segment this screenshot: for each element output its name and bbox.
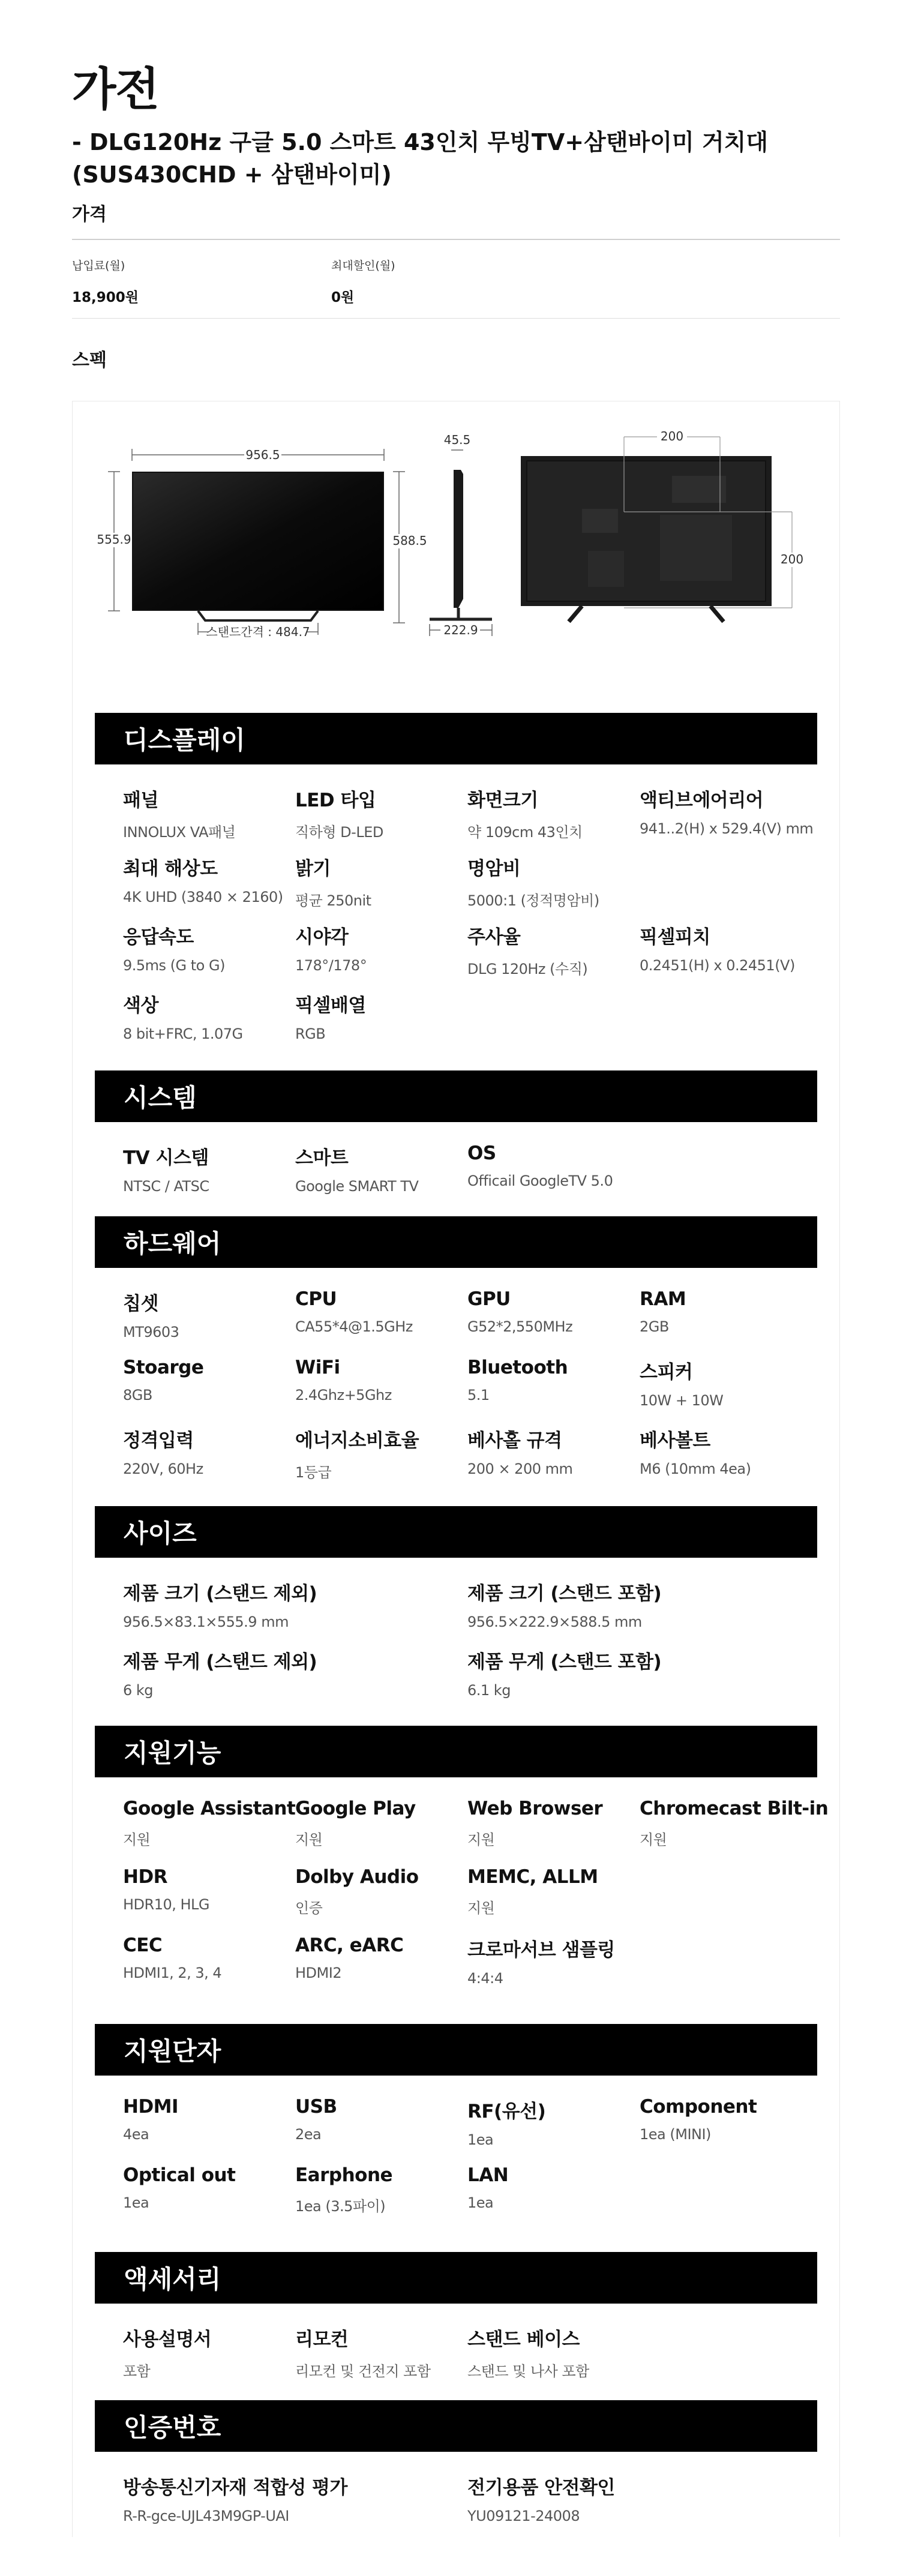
spec-value: 지원 (467, 1900, 495, 1917)
spec-item (295, 1425, 467, 1494)
spec-section (95, 713, 817, 1058)
spec-item (295, 990, 467, 1058)
spec-value: 스탠드 및 나사 포함 (467, 2363, 589, 2380)
spec-item (467, 1425, 640, 1494)
spec-item (467, 1357, 640, 1425)
spec-value: YU09121-24008 (467, 2508, 580, 2524)
spec-item (640, 1798, 829, 1866)
spec-value: 4K UHD (3840 × 2160) (123, 889, 283, 905)
spec-value: 8 bit+FRC, 1.07G (123, 1025, 243, 1042)
spec-key: 화면크기 (467, 790, 538, 811)
spec-key: 최대 해상도 (123, 858, 218, 880)
spec-key: 제품 크기 (스탠드 제외) (123, 1583, 317, 1605)
spec-value: 2GB (640, 1318, 669, 1335)
spec-item (467, 1935, 640, 2003)
spec-key: OS (467, 1142, 496, 1164)
spec-item (123, 2096, 295, 2164)
vesa-width-label: 200 (660, 429, 684, 443)
spec-item (467, 2164, 640, 2233)
spec-key: 크로마서브 샘플링 (467, 1939, 615, 1961)
section-header: 디스플레이 (95, 713, 817, 764)
front-height-label: 555.9 (97, 532, 131, 547)
spec-key: Dolby Audio (295, 1866, 419, 1888)
spec-value: DLG 120Hz (수직) (467, 961, 588, 977)
vesa-height-label: 200 (780, 552, 804, 566)
spec-key: CPU (295, 1288, 337, 1310)
spec-value: 직하형 D-LED (295, 824, 383, 841)
spec-key: TV 시스템 (123, 1147, 209, 1169)
spec-key: 제품 크기 (스탠드 포함) (467, 1583, 662, 1605)
spec-grid (95, 785, 817, 1058)
discount-value: 0원 (331, 290, 355, 305)
spec-value: 2.4Ghz+5Ghz (295, 1387, 392, 1404)
spec-key: Optical out (123, 2164, 236, 2186)
spec-value: 5000:1 (정적명암비) (467, 892, 599, 909)
section-header: 액세서리 (95, 2252, 817, 2304)
spec-key: MEMC, ALLM (467, 1866, 598, 1888)
spec-item (295, 2164, 467, 2233)
spec-item (467, 2472, 812, 2541)
spec-heading: 스펙 (72, 350, 107, 371)
spec-item (295, 1142, 467, 1211)
spec-value: MT9603 (123, 1324, 179, 1341)
spec-key: 사용설명서 (123, 2329, 212, 2350)
spec-item (467, 1866, 640, 1935)
spec-value: 평균 250nit (295, 892, 371, 909)
spec-value: 1ea (467, 2194, 494, 2211)
spec-item (467, 853, 640, 922)
spec-grid (95, 1578, 817, 1715)
spec-value: 200 × 200 mm (467, 1461, 573, 1477)
spec-value: 10W + 10W (640, 1392, 724, 1409)
spec-key: 색상 (123, 995, 158, 1016)
spec-item (467, 922, 640, 990)
spec-item (123, 2472, 467, 2541)
spec-key: Web Browser (467, 1798, 603, 1819)
spec-value: 956.5×222.9×588.5 mm (467, 1614, 642, 1630)
spec-key: 베사홀 규격 (467, 1430, 562, 1452)
spec-key: 전기용품 안전확인 (467, 2477, 615, 2499)
spec-key: 제품 무게 (스탠드 제외) (123, 1651, 317, 1673)
spec-item (295, 2096, 467, 2164)
spec-item (295, 1357, 467, 1425)
spec-item (295, 1288, 467, 1357)
spec-item (123, 990, 295, 1058)
spec-value: HDR10, HLG (123, 1896, 210, 1913)
spec-item (123, 1866, 295, 1935)
spec-value: 1ea (3.5파이) (295, 2198, 386, 2215)
spec-value: 포함 (123, 2363, 151, 2380)
spec-key: 액티브에어리어 (640, 790, 764, 811)
side-depth-top-label: 45.5 (443, 433, 471, 447)
spec-key: USB (295, 2096, 337, 2118)
spec-value: 6.1 kg (467, 1682, 511, 1699)
spec-section (95, 1070, 817, 1211)
spec-key: 밝기 (295, 858, 331, 880)
spec-item (640, 1288, 812, 1357)
spec-item (123, 1357, 295, 1425)
spec-section (95, 2024, 817, 2233)
spec-item (123, 1798, 295, 1866)
section-header: 지원단자 (95, 2024, 817, 2076)
spec-item (295, 853, 467, 922)
spec-value: 178°/178° (295, 957, 367, 974)
spec-item (640, 1357, 812, 1425)
spec-value: 0.2451(H) x 0.2451(V) (640, 957, 795, 974)
spec-value: 9.5ms (G to G) (123, 957, 225, 974)
spec-item (123, 2164, 295, 2233)
section-header: 시스템 (95, 1070, 817, 1122)
category-title: 가전 (72, 62, 159, 116)
spec-item (295, 1798, 467, 1866)
spec-key: 에너지소비효율 (295, 1430, 419, 1452)
spec-value: 리모컨 및 건전지 포함 (295, 2363, 431, 2380)
spec-key: Google Play (295, 1798, 416, 1819)
spec-key: RAM (640, 1288, 686, 1310)
spec-value: G52*2,550MHz (467, 1318, 573, 1335)
spec-value: Google SMART TV (295, 1178, 419, 1195)
spec-value: 지원 (295, 1831, 323, 1848)
spec-value: R-R-gce-UJL43M9GP-UAI (123, 2508, 289, 2524)
divider (72, 239, 840, 240)
spec-item (640, 853, 812, 922)
spec-value: RGB (295, 1025, 326, 1042)
spec-item (123, 785, 295, 853)
spec-key: RF(유선) (467, 2101, 546, 2122)
price-monthly (72, 257, 139, 306)
spec-item (123, 1647, 467, 1715)
spec-key: Chromecast Bilt-in (640, 1798, 829, 1819)
spec-key: GPU (467, 1288, 511, 1310)
spec-key: HDR (123, 1866, 168, 1888)
spec-section (95, 1506, 817, 1715)
spec-section (95, 2400, 817, 2541)
section-header: 사이즈 (95, 1506, 817, 1558)
spec-grid (95, 1288, 817, 1494)
spec-item (295, 1866, 467, 1935)
spec-key: 주사율 (467, 926, 521, 948)
spec-value: M6 (10mm 4ea) (640, 1461, 751, 1477)
spec-value: INNOLUX VA패널 (123, 824, 236, 841)
spec-item (123, 1142, 295, 1211)
spec-value: 1ea (MINI) (640, 2126, 711, 2143)
spec-key: 칩셋 (123, 1293, 158, 1315)
spec-value: 2ea (295, 2126, 322, 2143)
spec-key: 픽셀피치 (640, 926, 710, 948)
divider (72, 318, 840, 319)
spec-key: 스탠드 베이스 (467, 2329, 580, 2350)
spec-value: HDMI1, 2, 3, 4 (123, 1965, 222, 1981)
spec-item (123, 853, 295, 922)
section-header: 인증번호 (95, 2400, 817, 2452)
back-view (521, 429, 808, 622)
price-value: 18,900원 (72, 290, 139, 305)
spec-section (95, 1216, 817, 1494)
spec-item (467, 2324, 640, 2392)
spec-item (123, 1288, 295, 1357)
side-depth-stand-label: 222.9 (443, 623, 478, 637)
spec-grid (95, 2324, 817, 2392)
spec-key: 정격입력 (123, 1430, 194, 1452)
spec-value: 1등급 (295, 1464, 332, 1481)
spec-value: 8GB (123, 1387, 152, 1404)
spec-value: HDMI2 (295, 1965, 342, 1981)
spec-item (640, 2096, 812, 2164)
spec-key: 제품 무게 (스탠드 포함) (467, 1651, 662, 1673)
spec-key: LAN (467, 2164, 509, 2186)
spec-item (640, 1866, 812, 1935)
spec-section (95, 2252, 817, 2392)
spec-key: 패널 (123, 790, 158, 811)
spec-key: 스피커 (640, 1362, 693, 1383)
spec-value: 956.5×83.1×555.9 mm (123, 1614, 289, 1630)
spec-item (295, 922, 467, 990)
spec-key: Component (640, 2096, 757, 2118)
side-view (430, 433, 492, 637)
front-view (95, 448, 430, 639)
price-label: 납입료(월) (72, 259, 125, 272)
spec-item (295, 1935, 467, 2003)
section-header: 지원기능 (95, 1726, 817, 1777)
spec-key: 응답속도 (123, 926, 194, 948)
front-width-label: 956.5 (245, 448, 280, 462)
spec-item (640, 1425, 812, 1494)
spec-value: 220V, 60Hz (123, 1461, 203, 1477)
spec-value: NTSC / ATSC (123, 1178, 209, 1195)
spec-key: WiFi (295, 1357, 340, 1378)
spec-key: CEC (123, 1935, 163, 1956)
spec-key: Bluetooth (467, 1357, 568, 1378)
spec-key: 스마트 (295, 1147, 349, 1169)
price-discount (331, 257, 395, 306)
front-height-stand-label: 588.5 (392, 533, 427, 548)
spec-value: 1ea (123, 2194, 149, 2211)
spec-item (467, 2096, 640, 2164)
stand-gap-label: 스탠드간격 : 484.7 (206, 625, 310, 639)
spec-value: 941..2(H) x 529.4(V) mm (640, 820, 814, 837)
spec-item (467, 1647, 812, 1715)
spec-key: Stoarge (123, 1357, 204, 1378)
spec-item (123, 1578, 467, 1647)
spec-value: 지원 (467, 1831, 495, 1848)
spec-value: CA55*4@1.5GHz (295, 1318, 413, 1335)
spec-key: Google Assistant (123, 1798, 296, 1819)
spec-item (640, 922, 812, 990)
spec-value: 인증 (295, 1900, 323, 1917)
price-heading: 가격 (72, 204, 107, 225)
spec-grid (95, 1798, 829, 2003)
spec-value: 1ea (467, 2131, 494, 2148)
spec-value: 지원 (123, 1831, 151, 1848)
discount-label: 최대할인(월) (331, 259, 395, 272)
spec-item (123, 922, 295, 990)
spec-item (467, 1288, 640, 1357)
spec-item (640, 785, 812, 853)
spec-value: 약 109cm 43인치 (467, 824, 583, 841)
spec-key: 베사볼트 (640, 1430, 710, 1452)
spec-item (467, 1798, 640, 1866)
spec-value: 5.1 (467, 1387, 490, 1404)
spec-value: 지원 (640, 1831, 667, 1848)
spec-key: 리모컨 (295, 2329, 349, 2350)
spec-key: 시야각 (295, 926, 349, 948)
spec-item (467, 785, 640, 853)
spec-value: 4:4:4 (467, 1970, 503, 1987)
spec-key: 명암비 (467, 858, 521, 880)
spec-item (123, 1425, 295, 1494)
spec-key: Earphone (295, 2164, 393, 2186)
spec-item (123, 2324, 295, 2392)
spec-key: 방송통신기자재 적합성 평가 (123, 2477, 347, 2499)
spec-key: HDMI (123, 2096, 179, 2118)
spec-item (467, 1142, 640, 1211)
spec-value: 4ea (123, 2126, 149, 2143)
spec-key: 픽셀배열 (295, 995, 366, 1016)
spec-value: 6 kg (123, 1682, 154, 1699)
spec-key: ARC, eARC (295, 1935, 404, 1956)
spec-item (123, 1935, 295, 2003)
spec-item (467, 1578, 812, 1647)
product-title: - DLG120Hz 구글 5.0 스마트 43인치 무빙TV+삼탠바이미 거치대 (SUS430CHD + 삼탠바이미) (72, 129, 768, 188)
spec-section (95, 1726, 829, 2003)
dimension-diagram (72, 401, 840, 677)
spec-item (295, 785, 467, 853)
spec-grid (95, 2096, 817, 2233)
spec-key: LED 타입 (295, 790, 376, 811)
spec-grid (95, 2472, 817, 2541)
spec-value: Officail GoogleTV 5.0 (467, 1172, 613, 1189)
section-header: 하드웨어 (95, 1216, 817, 1268)
spec-item (295, 2324, 467, 2392)
spec-grid (95, 1142, 817, 1211)
